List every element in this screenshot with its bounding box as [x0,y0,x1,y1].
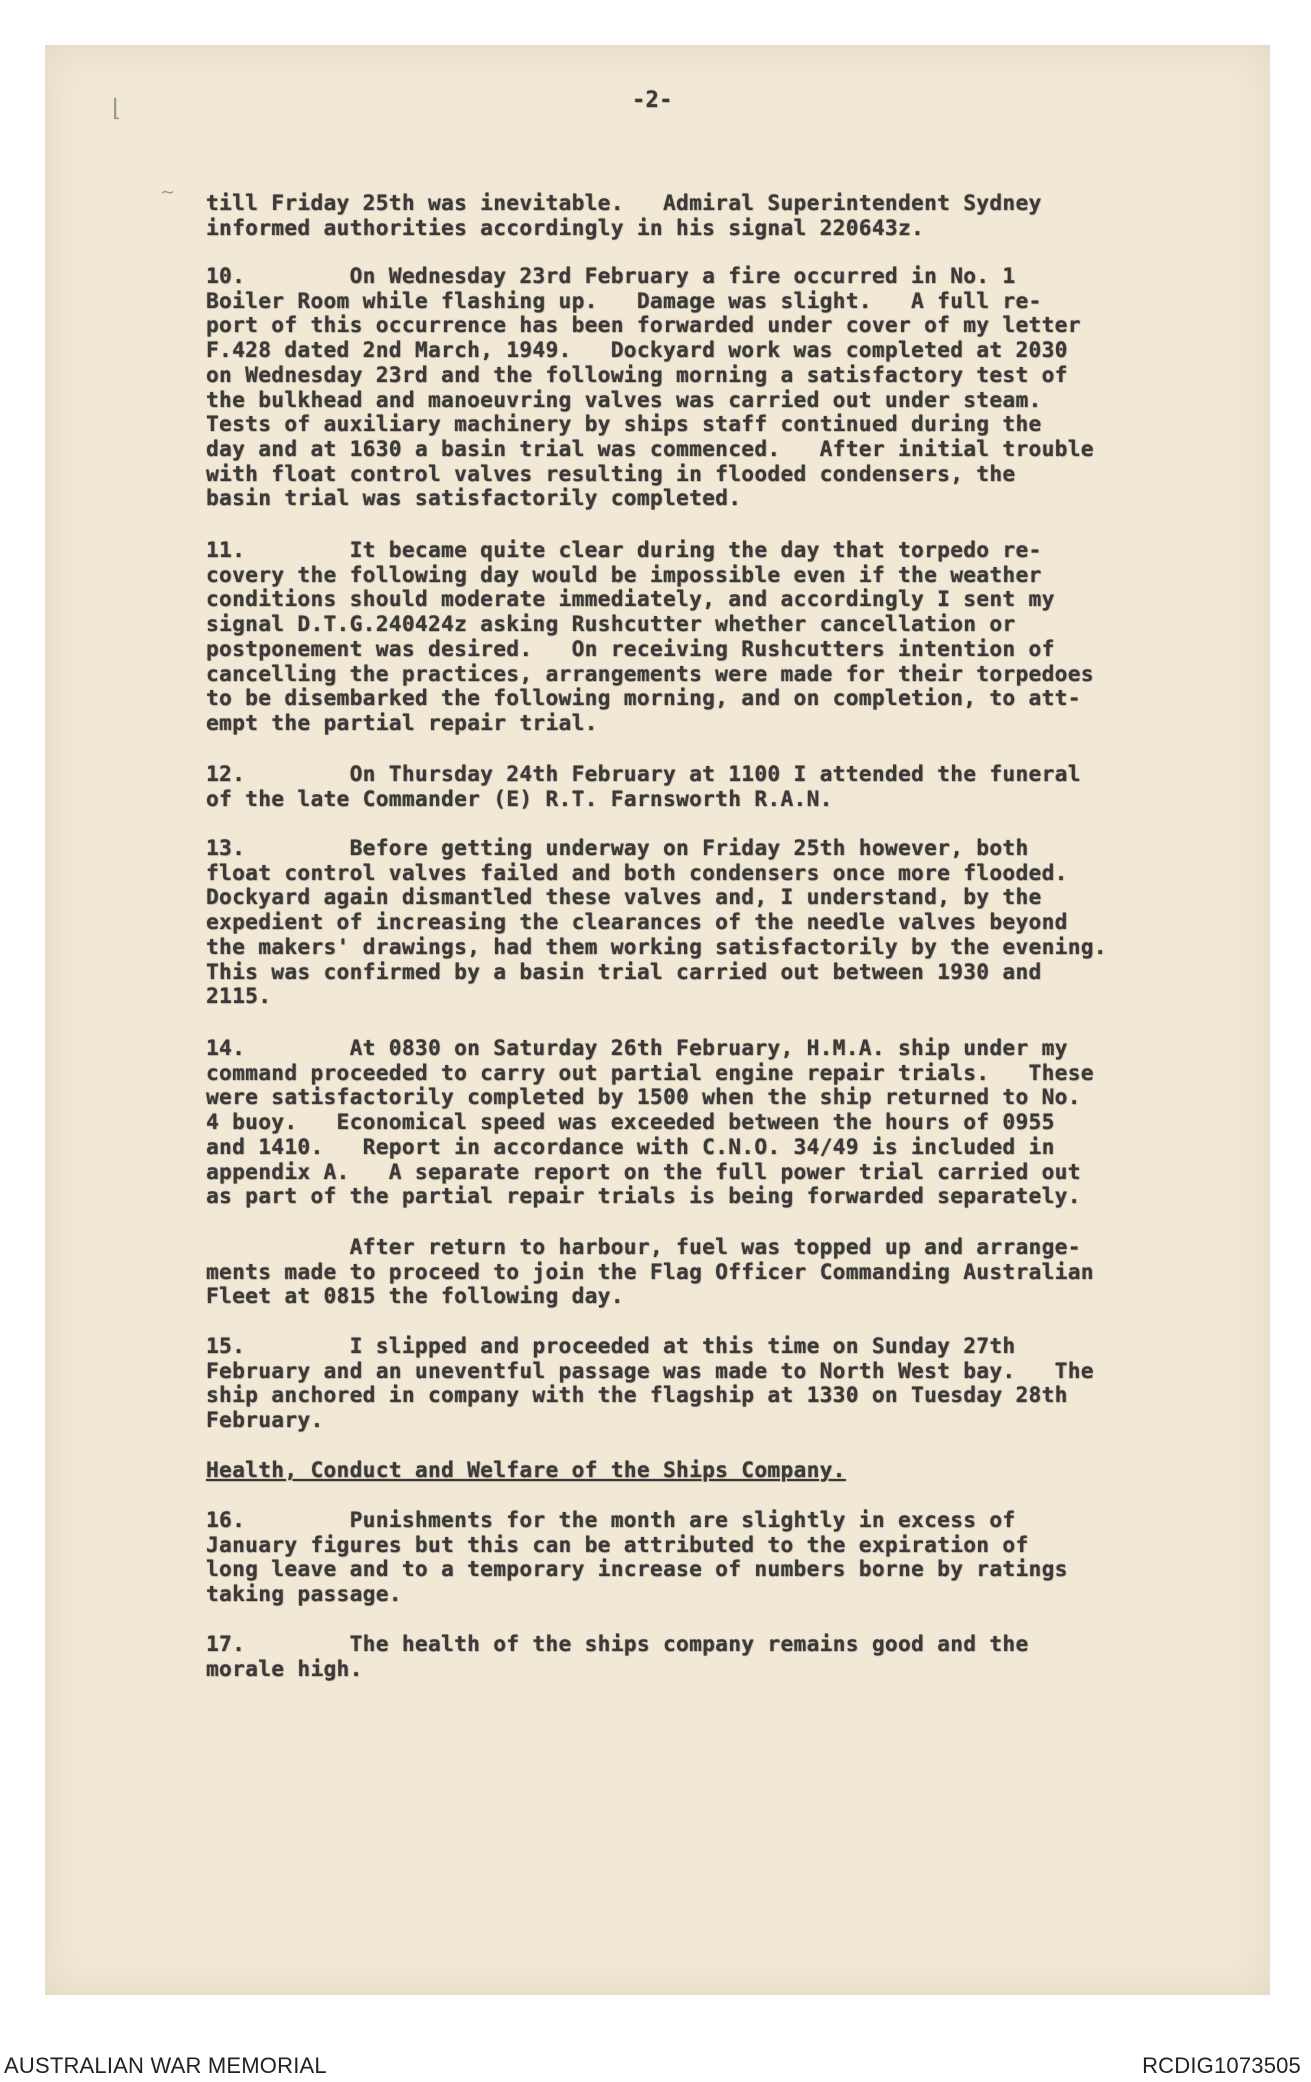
paragraph-11: 11. It became quite clear during the day that torpedo re- covery the following day would be impossible even if the weather conditions should moderate immediately, and accordingly I sent my signal D.T.G.240424z asking Rushcutter whether cancellation or postponement was desired. On receiving Rushcutters intention of cancelling the practices, arrangements were made for their torpedoes to be disembarked the following morning, and on completion, to att- empt the partial repair trial. [206,537,1094,735]
paragraph-15: 15. I slipped and proceeded at this time on Sunday 27th February and an uneventful passage was made to North West bay. The ship anchored in company with the flagship at 1330 on Tuesday 28th February. [206,1333,1094,1433]
paragraph-10: 10. On Wednesday 23rd February a fire occurred in No. 1 Boiler Room while flashing up. Damage was slight. A full re- port of this occurrence has been forwarded under cover of my letter F.428 dated 2nd March, 1949. Dockyard work was completed at 2030 on Wednesday 23rd and the following morning a satisfactory test of the bulkhead and manoeuvring valves was carried out under steam. Tests of auxiliary machinery by ships staff continued during the day and at 1630 a basin trial was commenced. After initial trouble with float control valves resulting in flooded condensers, the basin trial was satisfactorily completed. [206,263,1094,511]
paragraph-17: 17. The health of the ships company remains good and the morale high. [206,1631,1029,1681]
section-heading: Health, Conduct and Welfare of the Ships Company. [206,1457,846,1482]
paragraph-16: 16. Punishments for the month are slightly in excess of January figures but this can be attributed to the expiration of long leave and to a temporary increase of numbers borne by ratings taking passage. [206,1507,1068,1607]
paragraph-14: 14. At 0830 on Saturday 26th February, H.M.A. ship under my command proceeded to carry out partial engine repair trials. These were satisfactorily completed by 1500 when the ship returned to No. 4 buoy. Economical speed was exceeded between the hours of 0955 and 1410. Report in accordance with C.N.O. 34/49 is included in appendix A. A separate report on the full power trial carried out as part of the partial repair trials is being forwarded separately. [206,1035,1094,1209]
paragraph-13: 13. Before getting underway on Friday 25th however, both float control valves failed and both condensers once more flooded. Dockyard again dismantled these valves and, I understand, by the expedient of increasing the clearances of the needle valves beyond the makers' drawings, had them working satisfactorily by the evening. This was confirmed by a basin trial carried out between 1930 and 2115. [206,835,1107,1009]
pencil-mark: ⌊ [112,94,122,122]
footer-archive-name: AUSTRALIAN WAR MEMORIAL [4,2053,327,2078]
footer-record-id: RCDIG1073505 [1142,2053,1301,2078]
paragraph-14-continued: After return to harbour, fuel was topped up and arrange- ments made to proceed to join the Flag Officer Commanding Australian Fleet at 0815 the following day. [206,1234,1094,1309]
pencil-mark: ∼ [160,182,176,203]
paragraph-12: 12. On Thursday 24th February at 1100 I attended the funeral of the late Commander (E) R.T. Farnsworth R.A.N. [206,761,1081,811]
page-number: -2- [632,88,673,113]
paragraph-continuation: till Friday 25th was inevitable. Admiral Superintendent Sydney informed authorities accordingly in his signal 220643z. [206,190,1042,240]
